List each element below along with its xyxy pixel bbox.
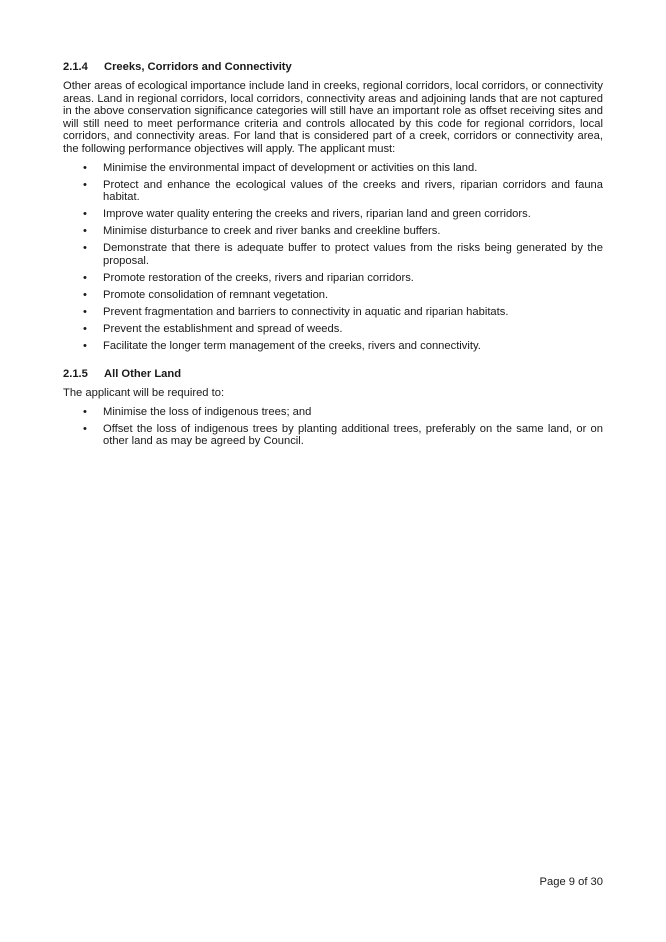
bullet-icon: • bbox=[83, 288, 87, 301]
section-number: 2.1.5 bbox=[63, 368, 88, 381]
list-item bbox=[63, 323, 603, 336]
list-item bbox=[63, 289, 603, 302]
page-number: Page 9 of 30 bbox=[539, 876, 603, 888]
list-item-text: Protect and enhance the ecological values of the creeks and rivers, riparian corridors and fauna habitat. bbox=[103, 178, 603, 204]
bullet-icon: • bbox=[83, 422, 87, 435]
list-item bbox=[63, 340, 603, 353]
bullet-icon: • bbox=[83, 405, 87, 418]
document-page bbox=[63, 60, 603, 452]
bullet-icon: • bbox=[83, 242, 87, 255]
section-creeks-corridors bbox=[63, 60, 603, 352]
objectives-list bbox=[63, 162, 603, 353]
list-item bbox=[63, 406, 603, 419]
section-paragraph: Other areas of ecological importance include land in creeks, regional corridors, local corridors, or connectivity areas. Land in regional corridors, local corridors, connectivity areas and adjoining lands that are not captured in the above conservation significance categories will still have an important role as offset receiving sites and will still need to meet performance criteria and controls allocated by this code for regional corridors, local corridors, and connectivity areas. For land that is considered part of a creek, corridors or connectivity area, the following performance objectives will apply. The applicant must: bbox=[63, 80, 603, 155]
bullet-icon: • bbox=[83, 322, 87, 335]
bullet-icon: • bbox=[83, 178, 87, 191]
list-item-text: Promote restoration of the creeks, rivers and riparian corridors. bbox=[103, 271, 414, 284]
list-item-text: Demonstrate that there is adequate buffer to protect values from the risks being generated by the proposal. bbox=[103, 242, 603, 267]
list-item-text: Minimise the loss of indigenous trees; and bbox=[103, 405, 312, 418]
section-number: 2.1.4 bbox=[63, 61, 88, 73]
list-item-text: Offset the loss of indigenous trees by planting additional trees, preferably on the same land, or on other land as may be agreed by Council. bbox=[103, 422, 603, 448]
section-title: Creeks, Corridors and Connectivity bbox=[104, 61, 292, 73]
list-item bbox=[63, 225, 603, 238]
list-item bbox=[63, 306, 603, 319]
bullet-icon: • bbox=[83, 161, 87, 174]
bullet-icon: • bbox=[83, 305, 87, 318]
list-item bbox=[63, 208, 603, 221]
bullet-icon: • bbox=[83, 271, 87, 284]
list-item bbox=[63, 272, 603, 285]
section-paragraph: The applicant will be required to: bbox=[63, 387, 225, 400]
section-heading bbox=[63, 367, 603, 381]
bullet-icon: • bbox=[83, 339, 87, 352]
list-item bbox=[63, 423, 603, 448]
list-item-text: Minimise the environmental impact of development or activities on this land. bbox=[103, 161, 478, 174]
list-item-text: Minimise disturbance to creek and river banks and creekline buffers. bbox=[103, 225, 441, 238]
list-item bbox=[63, 242, 603, 267]
bullet-icon: • bbox=[83, 225, 87, 238]
section-title: All Other Land bbox=[104, 368, 182, 381]
list-item bbox=[63, 179, 603, 204]
requirements-list bbox=[63, 406, 603, 448]
bullet-icon: • bbox=[83, 208, 87, 221]
section-all-other-land bbox=[63, 367, 603, 448]
list-item-text: Promote consolidation of remnant vegetation. bbox=[103, 288, 329, 301]
section-heading bbox=[63, 60, 603, 74]
list-item bbox=[63, 162, 603, 175]
list-item-text: Prevent the establishment and spread of weeds. bbox=[103, 322, 343, 335]
list-item-text: Facilitate the longer term management of the creeks, rivers and connectivity. bbox=[103, 339, 481, 352]
list-item-text: Improve water quality entering the creeks and rivers, riparian land and green corridors. bbox=[103, 208, 531, 221]
list-item-text: Prevent fragmentation and barriers to connectivity in aquatic and riparian habitats. bbox=[103, 305, 509, 318]
